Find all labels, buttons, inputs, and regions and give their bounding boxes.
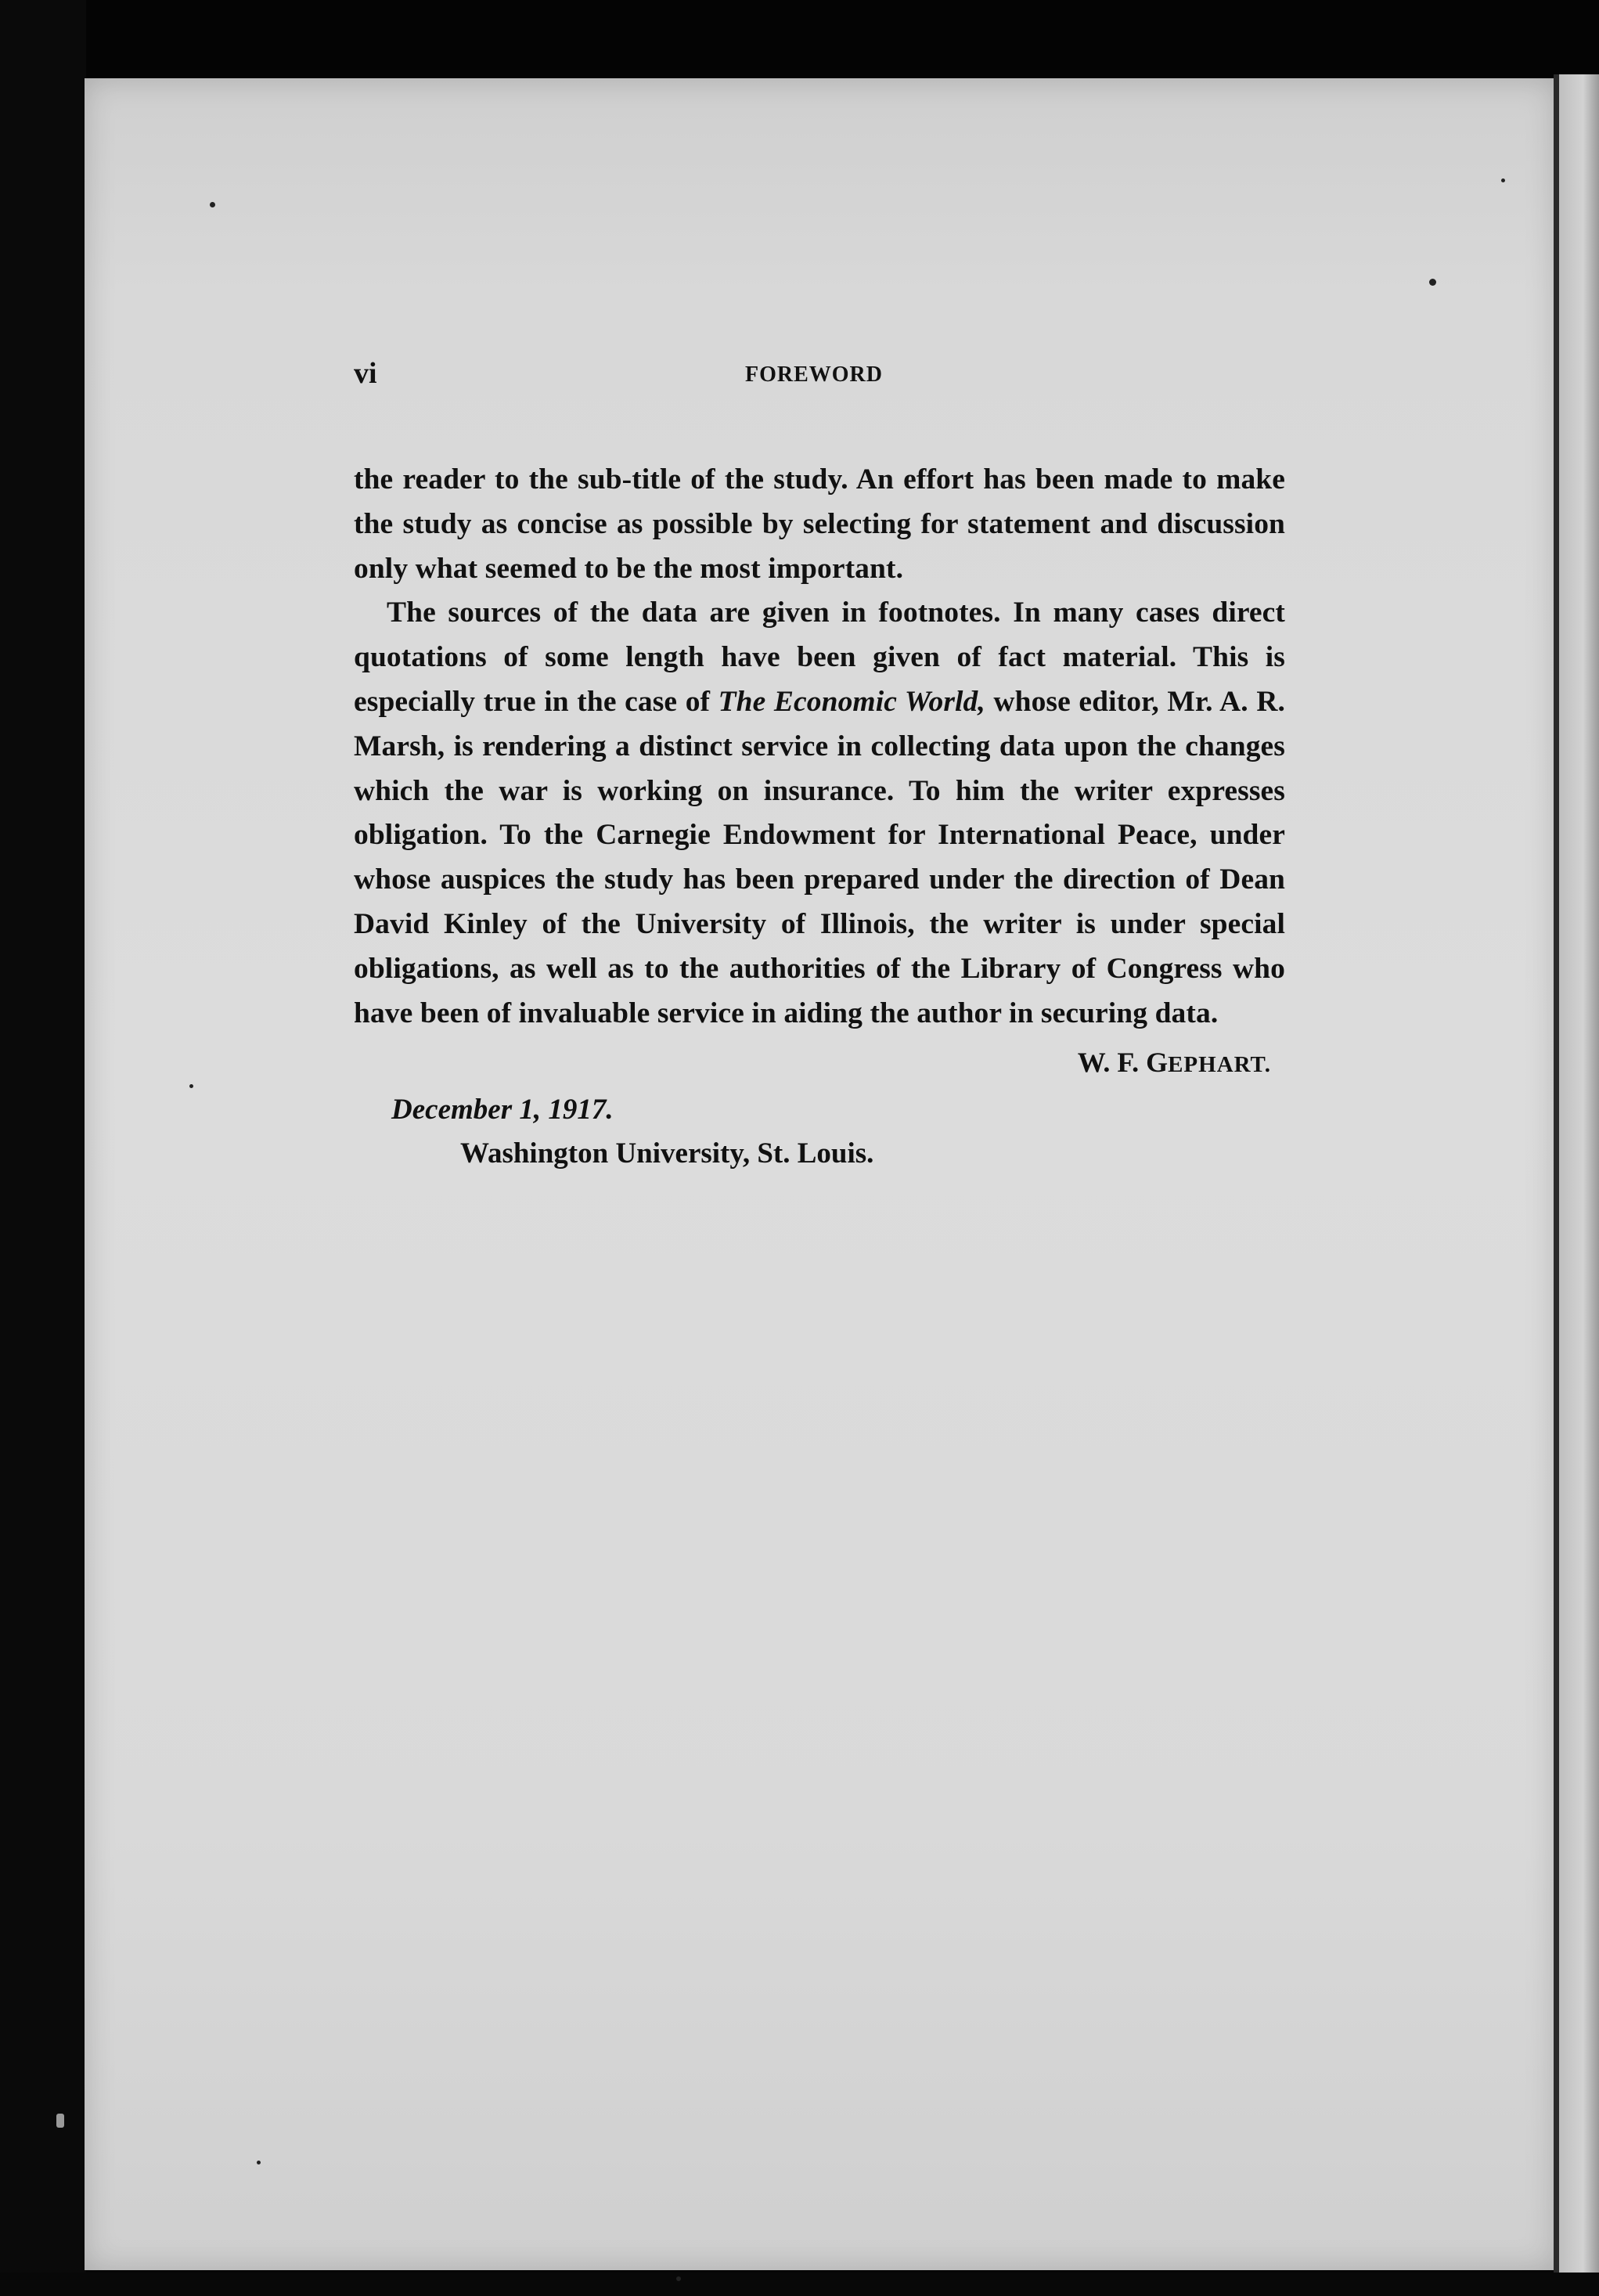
page-number: vi [354,357,377,390]
scan-speck [676,2276,681,2281]
italic-journal-title: The Economic World, [718,685,985,718]
signature-initials: W. F. G [1077,1047,1169,1079]
scan-left-border [0,0,86,2296]
paragraph-text: whose editor, Mr. A. R. Marsh, is rendering a distinct service in collecting data upon the changes which the war is working on insurance. To him the writer expresses obligation. To the Carnegie Endowment for International Peace, under whose auspices the study has been prepared under the direction of Dean David Kinley of the University of Illinois, the writer is under special obligations, as well as to the authorities of the Library of Congress who have been of invaluable service in aiding the author in securing data. [354,685,1285,1029]
running-head [354,357,1285,458]
paragraph-text: The sources of the data are given in footnotes. In many cases direct quotations of some length have been given of fact material. This is especially true in the case of [354,597,1285,718]
running-head-title: FOREWORD [745,362,883,387]
author-signature [354,1040,1285,1087]
scan-speck [189,1084,193,1088]
date-line: December 1, 1917. [391,1094,614,1126]
next-page-edge [1559,74,1599,2274]
paragraph-continuation: the reader to the sub-title of the study. An effort has been made to make the study as concise as possible by selecting for statement and discussion only what seemed to be the most important. [354,463,1285,585]
scan-speck [56,2114,64,2128]
scan-speck [1501,178,1505,182]
scan-speck [210,202,215,207]
scan-top-border [0,0,1599,78]
scan-speck [257,2161,261,2164]
paragraph-sources [354,591,1285,1036]
page-text-block [354,357,1285,1176]
place-line: Washington University, St. Louis. [460,1137,874,1170]
signature-surname: EPHART. [1168,1052,1271,1078]
scan-speck [1429,279,1436,286]
scan-bottom-border [0,2273,1599,2296]
